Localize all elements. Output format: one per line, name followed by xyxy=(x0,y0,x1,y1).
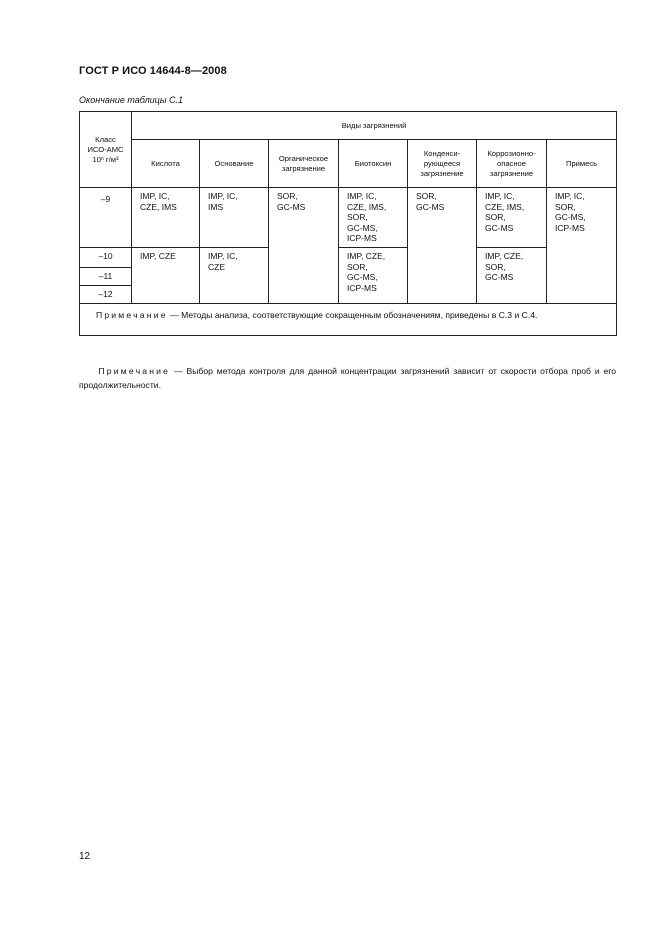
footnote-label: Примечание xyxy=(98,366,171,376)
biotoxin-cell: IMP, IC, CZE, IMS, SOR, GC-MS, ICP-MS xyxy=(339,188,408,248)
base-cell: IMP, IC, CZE xyxy=(200,248,269,304)
column-header: Примесь xyxy=(547,140,617,188)
condensable-cell: SOR, GC-MS xyxy=(408,188,477,304)
table-caption: Окончание таблицы С.1 xyxy=(79,95,183,105)
table-note-text: — Методы анализа, соответствующие сокращенным обозначениям, приведены в С.3 и С.4. xyxy=(170,310,538,320)
corrosive-cell: IMP, CZE, SOR, GC-MS xyxy=(477,248,547,304)
group-header: Виды загрязнений xyxy=(132,112,617,140)
column-header: Коррозионно- опасное загрязнение xyxy=(477,140,547,188)
class-header: Класс ИСО-АМС 10ⁿ г/м³ xyxy=(80,112,132,188)
table-note xyxy=(80,304,617,336)
column-header: Конденси- рующееся загрязнение xyxy=(408,140,477,188)
footnote-text: — Выбор метода контроля для данной концентрации загрязнений зависит от скорости отбора проб и его продолжительности. xyxy=(79,366,617,390)
class-cell: –9 xyxy=(80,188,132,248)
footnote xyxy=(79,364,616,392)
impurity-cell: IMP, IC, SOR, GC-MS, ICP-MS xyxy=(547,188,617,304)
class-cell: –10 xyxy=(80,248,132,268)
column-header: Кислота xyxy=(132,140,200,188)
biotoxin-cell: IMP, CZE, SOR, GC-MS, ICP-MS xyxy=(339,248,408,304)
contamination-methods-table xyxy=(79,111,617,336)
column-header: Основание xyxy=(200,140,269,188)
corrosive-cell: IMP, IC, CZE, IMS, SOR, GC-MS xyxy=(477,188,547,248)
organic-cell: SOR, GC-MS xyxy=(269,188,339,304)
standard-title: ГОСТ Р ИСО 14644-8—2008 xyxy=(79,65,227,77)
class-cell: –11 xyxy=(80,268,132,286)
column-header: Органическое загрязнение xyxy=(269,140,339,188)
class-cell: –12 xyxy=(80,286,132,304)
column-header: Биотоксин xyxy=(339,140,408,188)
base-cell: IMP, IC, IMS xyxy=(200,188,269,248)
table-note-label: Примечание xyxy=(95,310,168,320)
acid-cell: IMP, IC, CZE, IMS xyxy=(132,188,200,248)
acid-cell: IMP, CZE xyxy=(132,248,200,304)
page-number: 12 xyxy=(79,851,91,862)
